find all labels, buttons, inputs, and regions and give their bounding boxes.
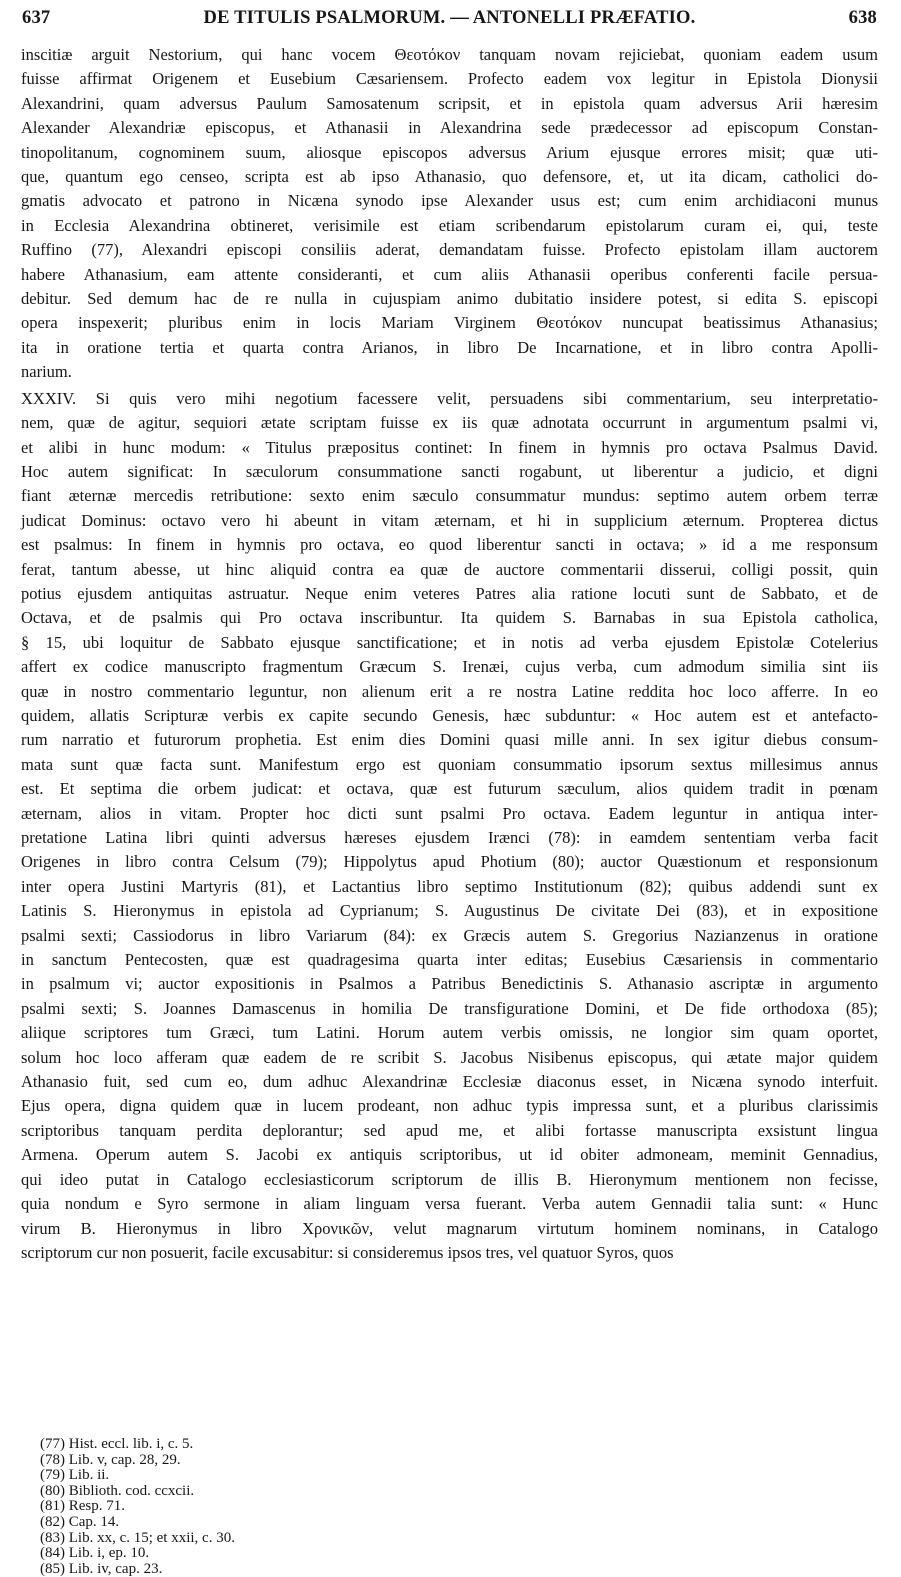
footnote: (79) Lib. ii. [40,1467,110,1484]
text-line: inscitiæ arguit Nestorium, qui hanc vocem Θεοτόκον tanquam novam rejiciebat, quoniam eadem usum [21,45,878,64]
paragraph [21,43,878,385]
running-title: DE TITULIS PSALMORUM. — ANTONELLI PRÆFATIO. [203,8,696,28]
text-line: Origenes in libro contra Celsum (79); Hippolytus apud Photium (80); auctor Quæstionum et responsionum [21,852,878,872]
text-line: judicat Dominus: octavo vero hi abeunt in vitam æternam, et hi in supplicium æternum. Propterea dictus [21,510,878,530]
footnote: (82) Cap. 14. [40,1513,120,1530]
text-line: tinopolitanum, cognominem suum, aliosque episcopos adversus Arium ejusque errores misit; quæ uti- [21,142,878,162]
text-line: scriptorum cur non posuerit, facile excusabitur: si consideremus ipsos tres, vel quatuor Syros, quos [21,1242,674,1262]
text-line: nem, quæ de agitur, sequiori ætate scriptam fuisse ex iis quæ adnotata occurrunt in argumentum psalmi vi, [21,413,878,433]
text-line: solum hoc loco afferam quæ eadem de re scribit S. Jacobus Nisibenus episcopus, qui ætate major quidem [21,1047,878,1067]
text-line: in psalmum vi; auctor expositionis in Psalmos a Patribus Benedictinis S. Athanasio ascriptæ in argumento [21,974,878,994]
running-header [22,8,877,38]
text-line: inter opera Justini Martyris (81), et Lactantius libro septimo Institutionum (82); quibus addendi sunt ex [21,876,878,896]
text-line: aliique scriptores tum Græci, tum Latini. Horum autem verbis omissis, ne longior sim quam oportet, [21,1023,878,1043]
text-line: § 15, ubi loquitur de Sabbato ejusque sanctificatione; et in notis ad verba ejusdem Epistolæ Cotelerius [21,632,878,652]
text-line: narium. [21,362,72,382]
text-line: Alexander Alexandriæ episcopus, et Athanasii in Alexandrina sede prædecessor ad episcopum Constan- [21,118,878,138]
text-line: Octava, et de psalmis qui Pro octava inscribuntur. Ita quidem S. Barnabas in sua Epistola catholica, [21,608,878,628]
text-line: Alexandrini, quam adversus Paulum Samosatenum scripsit, et in epistola quam adversus Arii hæresim [21,93,878,113]
text-line: ita in oratione tertia et quarta contra Arianos, in libro De Incarnatione, et in libro contra Apolli- [21,337,878,357]
text-line: psalmi sexti; Cassiodorus in libro Variarum (84): ex Græcis autem S. Gregorius Nazianzenus in oratione [21,925,878,945]
text-line: debitur. Sed demum hac de re nulla in cujuspiam animo dubitatio insidere potest, si edita S. episcopi [21,289,878,309]
text-line: mata sunt quæ facta sunt. Manifestum ergo est quoniam consummatio ipsorum sextus millesimus annus [21,754,878,774]
footnotes [40,1437,235,1577]
footnote: (85) Lib. iv, cap. 23. [40,1560,163,1577]
page-number-left: 637 [22,8,51,28]
text-line: habere Athanasium, eam attente consideranti, et cum aliis Athanasii operibus conferenti facile persua- [21,264,878,284]
text-line: et alibi in hunc modum: « Titulus præpositus continet: In finem in hymnis pro octava Psalmus David. [21,437,878,457]
text-line: Latinis S. Hieronymus in epistola ad Cyprianum; S. Augustinus De civitate Dei (83), et in expositione [21,901,878,921]
text-line: quæ in nostro commentario leguntur, non alienum erit a re nostra Latine reddita hoc loco afferre. In eo [21,681,878,701]
body-text [21,43,878,1265]
text-line: potius ejusdem antiquitas astruatur. Neque enim veteres Patres alia ratione locuti sunt de Sabbato, et de [21,583,878,603]
footnote: (83) Lib. xx, c. 15; et xxii, c. 30. [40,1529,235,1546]
text-line: qui ideo putat in Catalogo ecclesiasticorum scriptorum de illis B. Hieronymum mentionem non fecisse, [21,1169,878,1189]
footnote: (78) Lib. v, cap. 28, 29. [40,1451,181,1468]
text-line: scriptoribus tanquam perdita deplorantur; sed apud me, et alibi fortasse manuscripta exsistunt lingua [21,1120,878,1140]
text-line: virum B. Hieronymus in libro Χρονικῶν, velut magnarum virtutum hominem nominans, in Catalogo [21,1218,878,1238]
text-line: que, quantum ego censeo, scripta est ab ipso Athanasio, quo defensore, et, ut ita dicam, catholici do- [21,167,878,187]
page-number-right: 638 [848,8,877,28]
paragraph [21,387,878,1266]
footnote: (81) Resp. 71. [40,1498,125,1515]
text-line: in Ecclesia Alexandrina obtineret, verisimile est etiam scribendarum epistolarum curam ei, qui, teste [21,215,878,235]
text-line: Athanasio fuit, sed cum eo, dum adhuc Alexandrinæ Ecclesiæ diaconus esset, in Nicæna synodo interfuit. [21,1072,878,1092]
text-line: Armena. Operum autem S. Jacobi ex antiquis scriptoribus, ut id obiter admoneam, meminit Gennadius, [21,1145,878,1165]
text-line: quia nondum e Syro sermone in aliam linguam versa fuerant. Verba autem Gennadii talia sunt: « Hunc [21,1194,878,1214]
text-line: Hoc autem significat: In sæculorum consummatione sancti rogabunt, ut liberentur a judicio, et digni [21,461,878,481]
text-line: psalmi sexti; S. Joannes Damascenus in homilia De transfiguratione Domini, et De fide orthodoxa (85); [21,998,878,1018]
text-line: affert ex codice manuscripto fragmentum Græcum S. Irenæi, cujus verba, cum admodum similia sint iis [21,657,878,677]
text-line: ferat, tantum abesse, ut hinc aliquid contra ea quæ de auctore commentarii disserui, colligi possit, quin [21,559,878,579]
text-line: est psalmus: In finem in hymnis pro octava, eo quod liberentur sancti in octava; » id a me responsum [21,535,878,555]
text-line: in sanctum Pentecosten, quæ est quadragesima quarta inter editas; Eusebius Cæsariensis in commentario [21,950,878,970]
text-line: æternam, alios in vitam. Propter hoc dicti sunt psalmi Pro octava. Eadem leguntur in antiqua inter- [21,803,878,823]
text-line: pretatione Latina libri quinti adversus hæreses ejusdem Irænci (78): in eamdem sententiam verba facit [21,828,878,847]
text-line: quidem, allatis Scripturæ verbis ex capite secundo Genesis, hæc subduntur: « Hoc autem est et antefacto- [21,705,878,725]
footnote: (77) Hist. eccl. lib. i, c. 5. [40,1436,194,1452]
text-line: fiant æternæ mercedis retributione: sexto enim sæculo consummatur mundus: septimo autem orbem terræ [21,486,878,506]
footnote: (80) Biblioth. cod. ccxcii. [40,1482,195,1499]
text-line: gmatis advocato et patrono in Nicæna synodo ipse Alexander usus est; cum enim archidiaconi munus [21,191,878,211]
text-line: fuisse affirmat Origenem et Eusebium Cæsariensem. Profecto eadem vox legitur in Epistola Dionysii [21,69,878,89]
text-line: est. Et septima die orbem judicat: et octava, quæ est futurum sæculum, alios quidem tradit in pœnam [21,779,878,799]
footnote: (84) Lib. i, ep. 10. [40,1545,150,1562]
text-line: Ejus opera, digna quidem quæ in lucem prodeant, non adhuc typis impressa sunt, et a pluribus clarissimis [21,1096,878,1116]
text-line: opera inspexerit; pluribus enim in locis Mariam Virginem Θεοτόκον nuncupat beatissimus Athanasius; [21,313,878,333]
text-line: Ruffino (77), Alexandri episcopi consiliis aderat, demandatam fuisse. Profecto epistolam illam auctorem [21,240,878,260]
text-line: rum narratio et futurorum prophetia. Est enim dies Domini quasi mille anni. In sex igitur diebus consum- [21,730,878,750]
text-line: XXXIV. Si quis vero mihi negotium facessere velit, persuadens sibi commentarium, seu interpretatio- [21,388,878,408]
